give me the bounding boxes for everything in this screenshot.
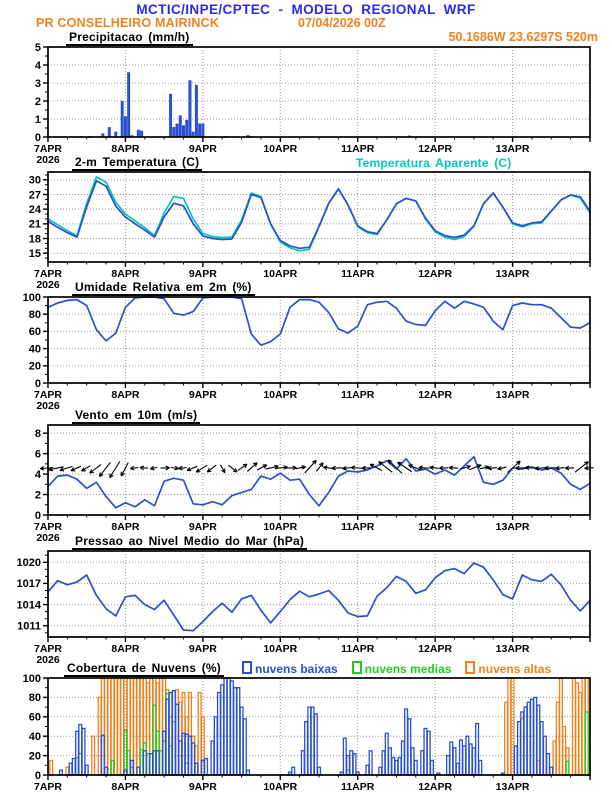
- svg-text:18: 18: [28, 233, 41, 246]
- high-clouds-swatch-icon: [465, 661, 475, 674]
- svg-text:4: 4: [34, 468, 41, 481]
- svg-text:13APR: 13APR: [495, 521, 530, 533]
- svg-text:30: 30: [28, 174, 41, 187]
- svg-text:11APR: 11APR: [341, 521, 375, 533]
- panel-title-temperature: 2-m Temperatura (C): [72, 155, 202, 171]
- svg-text:8APR: 8APR: [111, 521, 140, 533]
- svg-text:0: 0: [34, 131, 41, 144]
- svg-text:11APR: 11APR: [341, 389, 375, 401]
- slp-chart: [17, 551, 590, 666]
- svg-text:12APR: 12APR: [418, 389, 453, 401]
- svg-text:2026: 2026: [36, 279, 60, 291]
- legend-low-clouds: nuvens baixas: [242, 661, 338, 676]
- svg-text:10APR: 10APR: [263, 643, 298, 655]
- station-name: PR CONSELHEIRO MAIRINCK: [36, 16, 220, 30]
- svg-text:7APR: 7APR: [33, 389, 63, 401]
- svg-text:9APR: 9APR: [188, 143, 217, 155]
- svg-text:2: 2: [34, 489, 41, 502]
- panel-title-humidity: Umidade Relativa em 2m (%): [72, 280, 255, 296]
- svg-text:3: 3: [34, 77, 41, 90]
- svg-text:0: 0: [34, 769, 41, 782]
- svg-text:80: 80: [28, 692, 41, 705]
- svg-text:40: 40: [28, 731, 41, 743]
- svg-text:24: 24: [28, 203, 41, 216]
- svg-text:11APR: 11APR: [341, 781, 375, 792]
- svg-text:2026: 2026: [36, 400, 60, 412]
- svg-text:5: 5: [34, 41, 41, 54]
- svg-text:13APR: 13APR: [495, 268, 530, 280]
- svg-text:20: 20: [28, 360, 41, 373]
- svg-text:1017: 1017: [16, 578, 41, 591]
- rh2m-chart: [23, 292, 590, 412]
- svg-text:12APR: 12APR: [418, 521, 453, 533]
- svg-text:8: 8: [34, 427, 41, 440]
- svg-text:9APR: 9APR: [188, 521, 217, 533]
- temp2m-chart: [29, 172, 590, 291]
- svg-text:7APR: 7APR: [33, 781, 63, 792]
- svg-text:10APR: 10APR: [263, 389, 298, 401]
- svg-text:2026: 2026: [36, 154, 60, 166]
- svg-text:10APR: 10APR: [263, 143, 298, 155]
- svg-text:10APR: 10APR: [263, 781, 298, 792]
- app-title: MCTIC/INPE/CPTEC - MODELO REGIONAL WRF: [136, 2, 476, 17]
- svg-text:7APR: 7APR: [33, 643, 63, 655]
- svg-text:0: 0: [34, 377, 41, 390]
- svg-text:11APR: 11APR: [341, 643, 375, 655]
- model-run-time: 07/04/2026 00Z: [298, 16, 386, 30]
- svg-text:13APR: 13APR: [495, 781, 530, 792]
- svg-text:13APR: 13APR: [495, 643, 530, 655]
- station-coords: 50.1686W 23.6297S 520m: [448, 30, 598, 44]
- svg-text:80: 80: [28, 309, 41, 321]
- svg-text:10APR: 10APR: [263, 268, 298, 280]
- svg-text:12APR: 12APR: [418, 143, 453, 155]
- svg-text:13APR: 13APR: [495, 389, 530, 401]
- legend-apparent-temperature: Temperatura Aparente (C): [356, 156, 512, 170]
- mid-clouds-swatch-icon: [352, 661, 362, 674]
- svg-text:8APR: 8APR: [111, 268, 140, 280]
- svg-text:7APR: 7APR: [33, 521, 63, 533]
- panel-title-wind: Vento em 10m (m/s): [72, 408, 200, 424]
- panel-title-precipitation: Precipitacao (mm/h): [66, 30, 193, 46]
- svg-text:1: 1: [34, 113, 41, 126]
- svg-text:0: 0: [34, 509, 41, 522]
- svg-text:10APR: 10APR: [263, 521, 298, 533]
- svg-text:2026: 2026: [36, 654, 60, 666]
- svg-text:1020: 1020: [16, 557, 41, 570]
- svg-text:7APR: 7APR: [33, 268, 63, 280]
- svg-text:8APR: 8APR: [111, 781, 140, 792]
- precip-chart: [34, 42, 590, 166]
- svg-text:12APR: 12APR: [418, 268, 453, 280]
- svg-text:2026: 2026: [36, 532, 60, 544]
- svg-text:27: 27: [28, 189, 41, 202]
- svg-text:1011: 1011: [17, 620, 41, 633]
- panel-title-clouds: Cobertura de Nuvens (%): [64, 661, 224, 677]
- svg-text:11APR: 11APR: [341, 268, 375, 280]
- svg-text:100: 100: [22, 291, 41, 304]
- svg-text:9APR: 9APR: [188, 389, 217, 401]
- panel-title-pressure: Pressao ao Nivel Medio do Mar (hPa): [72, 534, 307, 550]
- svg-text:6: 6: [34, 448, 41, 461]
- wind10m-chart: [34, 425, 594, 544]
- svg-text:4: 4: [34, 59, 41, 72]
- svg-text:60: 60: [28, 326, 41, 339]
- clouds-chart: [23, 673, 590, 792]
- svg-text:8APR: 8APR: [111, 143, 140, 155]
- svg-text:12APR: 12APR: [418, 643, 453, 655]
- cloud-legend: [242, 661, 551, 676]
- svg-text:8APR: 8APR: [111, 389, 140, 401]
- svg-text:7APR: 7APR: [33, 143, 63, 155]
- svg-text:21: 21: [28, 218, 41, 231]
- svg-text:12APR: 12APR: [418, 781, 453, 792]
- svg-text:11APR: 11APR: [341, 143, 375, 155]
- svg-text:9APR: 9APR: [188, 268, 217, 280]
- svg-text:9APR: 9APR: [188, 643, 217, 655]
- svg-text:8APR: 8APR: [111, 643, 140, 655]
- svg-text:9APR: 9APR: [188, 781, 217, 792]
- svg-text:2: 2: [34, 95, 41, 108]
- low-clouds-swatch-icon: [242, 661, 252, 674]
- svg-text:60: 60: [28, 711, 41, 724]
- svg-text:1014: 1014: [16, 599, 41, 612]
- legend-mid-clouds: nuvens medias: [352, 661, 452, 676]
- svg-text:40: 40: [28, 343, 41, 356]
- svg-text:100: 100: [22, 672, 41, 685]
- legend-high-clouds: nuvens altas: [465, 661, 551, 676]
- svg-text:20: 20: [28, 750, 41, 763]
- svg-text:13APR: 13APR: [495, 143, 530, 155]
- svg-text:15: 15: [28, 247, 41, 260]
